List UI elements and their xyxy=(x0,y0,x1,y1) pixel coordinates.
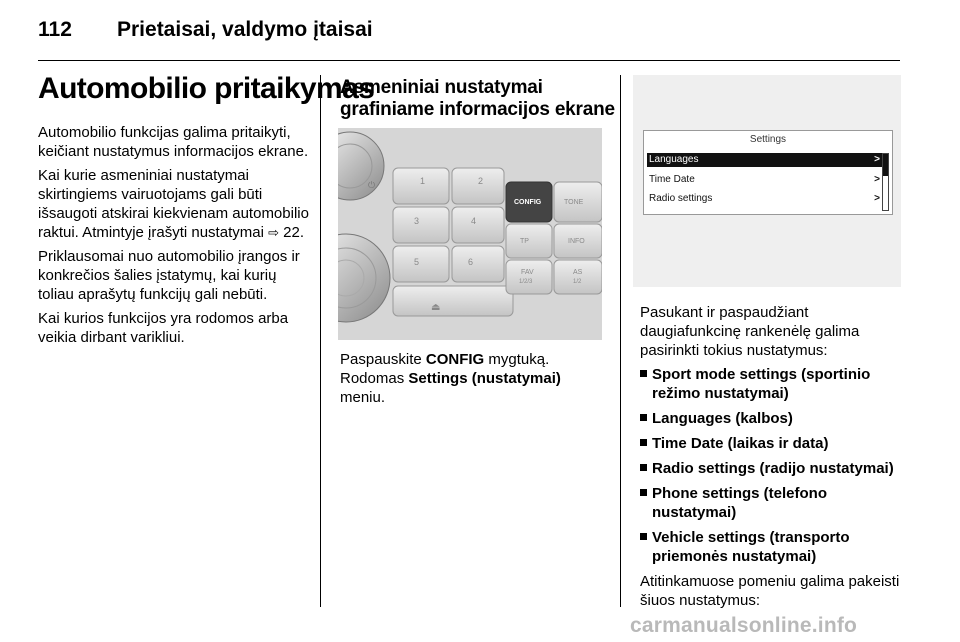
button-label: FAV xyxy=(521,269,534,276)
paragraph-text: Paspauskite xyxy=(340,351,426,368)
heading-line: grafiniame informacijos ekrane xyxy=(340,99,615,120)
paragraph-text: Kai kurie asmeniniai nustatymai skirtingiems vairuotojams gali būti išsaugoti atskirai kiekvienam automobilio raktui. Atmintyje įrašyti nustatymai xyxy=(38,167,309,241)
config-term: CONFIG xyxy=(425,351,485,368)
paragraph-text: mygtuką. xyxy=(484,351,550,368)
row-label: Time Date xyxy=(649,174,695,185)
button-label: TP xyxy=(520,238,529,245)
column-1-text xyxy=(38,123,310,352)
row-label: Radio settings xyxy=(649,193,713,204)
eject-button xyxy=(393,286,513,316)
display-row-languages xyxy=(647,153,883,167)
eject-icon: ⏏ xyxy=(431,302,441,313)
button-label: 6 xyxy=(468,257,474,267)
column-divider-2 xyxy=(620,75,621,607)
info-display xyxy=(643,130,893,215)
paragraph: Atitinkamuose pomeniu galima pakeisti šiuos nustatymus: xyxy=(640,573,900,609)
scrollbar-thumb xyxy=(883,154,888,176)
display-row-time-date xyxy=(647,173,883,187)
page-ref-icon: ⇨ xyxy=(268,225,279,240)
page-title: Prietaisai, valdymo įtaisai xyxy=(117,18,373,41)
preset-button-4 xyxy=(452,207,504,243)
display-title: Settings xyxy=(749,134,787,145)
list-item: Time Date (laikas ir data) xyxy=(640,434,902,453)
paragraph: Kai kurie asmeniniai nustatymai skirtingiems vairuotojams gali būti išsaugoti atskirai kiekvienam automobilio raktui. Atmintyje įrašyti nustatymai ⇨ 22. xyxy=(38,167,309,241)
column-divider-1 xyxy=(320,75,321,607)
fav-button xyxy=(506,260,552,294)
paragraph xyxy=(340,369,600,388)
control-panel-photo xyxy=(338,128,602,340)
list-item: Vehicle settings (transporto priemonės nustatymai) xyxy=(640,528,902,566)
chevron-right-icon: > xyxy=(874,193,880,204)
chevron-right-icon: > xyxy=(874,174,880,185)
row-label: Languages xyxy=(649,154,699,165)
list-item: Radio settings (radijo nustatymai) xyxy=(640,459,902,478)
column-3-text xyxy=(640,303,902,615)
config-label: CONFIG xyxy=(514,199,542,206)
paragraph: Automobilio funkcijas galima pritaikyti, keičiant nustatymus informacijos ekrane. xyxy=(38,124,309,160)
button-label: 5 xyxy=(414,257,420,267)
as-button xyxy=(554,260,602,294)
button-label: 1 xyxy=(420,176,426,186)
preset-button-2 xyxy=(452,168,504,204)
paragraph: Priklausomai nuo automobilio įrangos ir konkrečios šalies įstatymų, kai kurių toliau aprašytų funkcijų gali nebūti. xyxy=(38,248,300,303)
column-2-text xyxy=(340,350,600,412)
button-label: 4 xyxy=(471,216,477,226)
list-item: Phone settings (telefono nustatymai) xyxy=(640,484,902,522)
display-scrollbar xyxy=(882,153,889,211)
power-icon: ⏻ xyxy=(368,180,376,190)
paragraph: meniu. xyxy=(340,389,386,406)
page-reference[interactable]: 22 xyxy=(283,224,300,241)
list-item: Sport mode settings (sportinio režimo nustatymai) xyxy=(640,365,902,403)
preset-button-5 xyxy=(393,246,449,282)
button-label: 1/2 xyxy=(573,279,582,285)
paragraph: Kai kurios funkcijos yra rodomos arba veikia dirbant varikliui. xyxy=(38,310,289,346)
control-panel-illustration xyxy=(338,128,602,340)
paragraph xyxy=(340,350,600,369)
preset-button-6 xyxy=(452,246,504,282)
button-label: INFO xyxy=(568,238,585,245)
button-label: 3 xyxy=(414,216,420,226)
chevron-right-icon: > xyxy=(874,154,880,165)
settings-term: Settings (nustatymai) xyxy=(408,370,561,387)
display-row-radio-settings xyxy=(647,192,883,206)
button-label: 2 xyxy=(478,176,484,186)
watermark: carmanualsonline.info xyxy=(630,614,858,637)
settings-list xyxy=(640,365,902,566)
button-label: TONE xyxy=(564,199,584,206)
paragraph-text: Rodomas xyxy=(340,370,409,387)
page-number: 112 xyxy=(38,18,72,41)
paragraph: Pasukant ir paspaudžiant daugiafunkcinę rankenėlę galima pasirinkti tokius nustatymus: xyxy=(640,304,860,359)
button-label: 1/2/3 xyxy=(519,279,533,285)
heading-line: Asmeniniai nustatymai xyxy=(340,77,543,98)
preset-button-1 xyxy=(393,168,449,204)
subsection-heading xyxy=(340,77,615,121)
settings-screen-illustration xyxy=(633,75,901,287)
preset-button-3 xyxy=(393,207,449,243)
header-rule xyxy=(38,60,900,61)
tp-button xyxy=(506,224,552,258)
list-item: Languages (kalbos) xyxy=(640,409,902,428)
section-heading: Automobilio pritaikymas xyxy=(38,72,375,105)
button-label: AS xyxy=(573,269,583,276)
